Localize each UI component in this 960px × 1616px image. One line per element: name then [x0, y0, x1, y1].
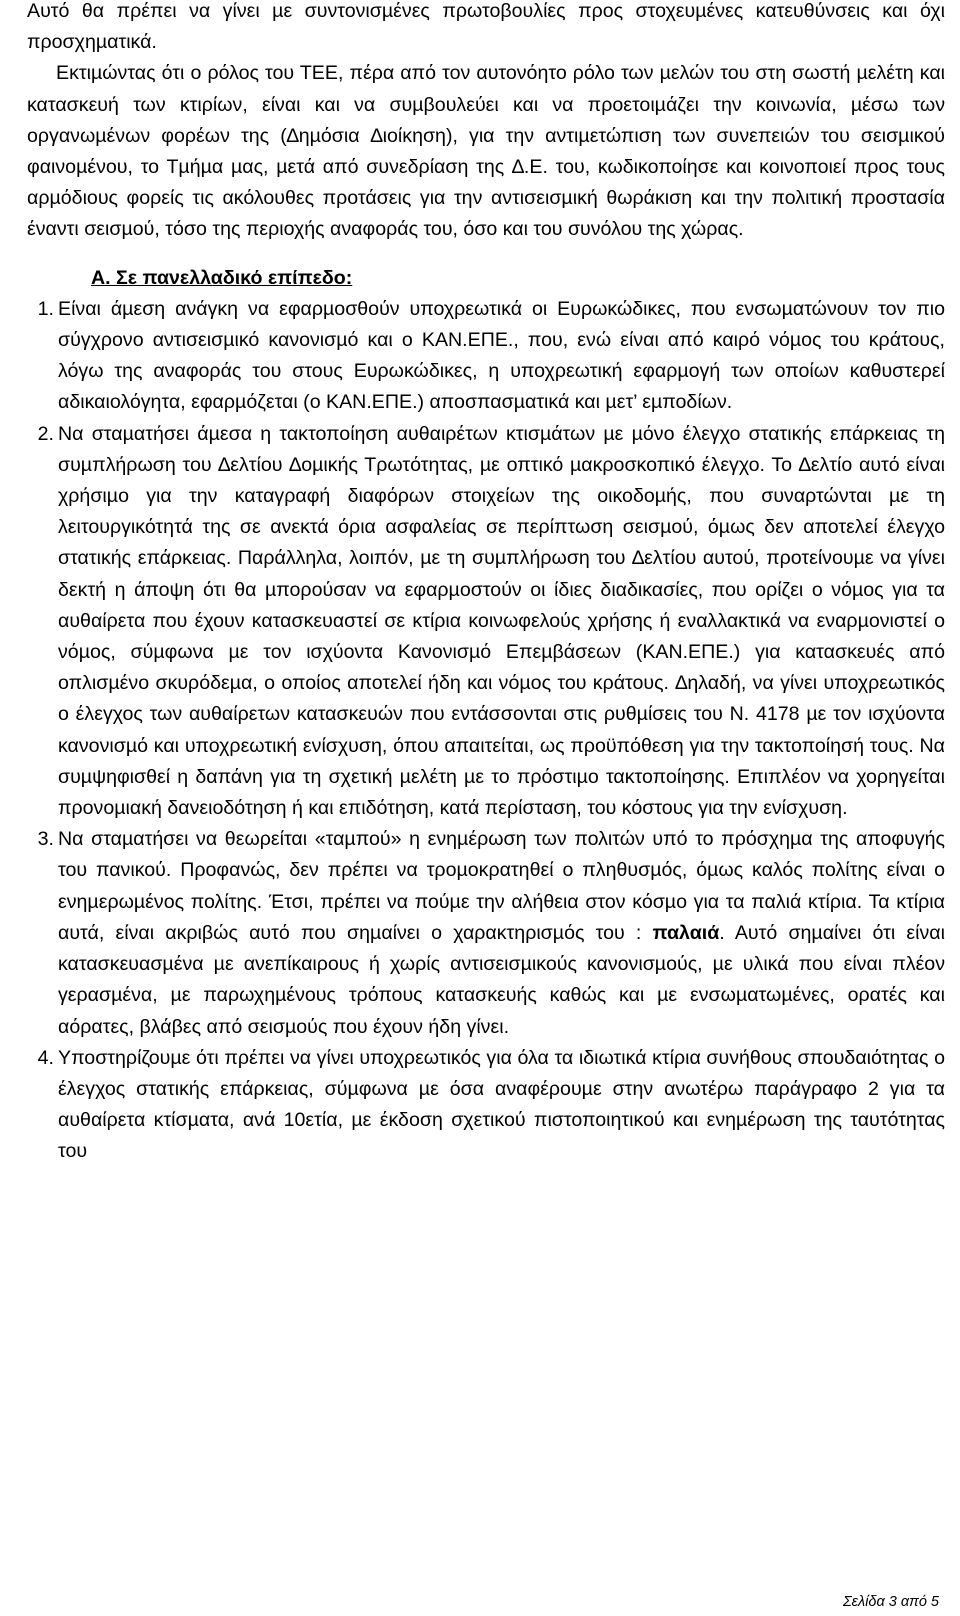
section-heading: Α. Σε πανελλαδικό επίπεδο:: [91, 266, 353, 289]
list-item: [27, 824, 945, 1042]
page-number-footer: Σελίδα 3 από 5: [842, 1594, 939, 1610]
item-text: [58, 824, 945, 1042]
item-number: 1.: [37, 297, 54, 320]
item-text: Να σταµατήσει άµεσα η τακτοποίηση αυθαιρέτων κτισµάτων µε µόνο έλεγχο στατικής επάρκειας τη συµπλήρωση του ∆ελτίου ∆οµικής Τρωτότητας, µε οπτικό µακροσκοπικό έλεγχο. Το ∆ελτίο αυτό είναι χρήσιµο για την καταγραφή διαφόρων στοιχείων της οικοδοµής, που συναρτώνται µε τη λειτουργικότητά της σε ανεκτά όρια ασφαλείας σε περίπτωση σεισµού, όµως δεν αποτελεί έλεγχο στατικής επάρκειας. Παράλληλα, λοιπόν, µε τη συµπλήρωση του ∆ελτίου αυτού, προτείνουµε να γίνει δεκτή η άποψη ότι θα µπορούσαν να εφαρµοστούν οι ίδιες διαδικασίες, που ορίζει ο νόµος για τα αυθαίρετα που έχουν κατασκευαστεί σε κτίρια κοινωφελούς χρήσης ή εναλλακτικά να εναρµονιστεί ο νόµος, σύµφωνα µε τον ισχύοντα Κανονισµό Επεµβάσεων (ΚΑΝ.ΕΠΕ.) για κατασκευές από οπλισµένο σκυρόδεµα, ο οποίος αποτελεί ήδη και νόµος του κράτους. ∆ηλαδή, να γίνει υποχρεωτικός ο έλεγχος των αυθαίρετων κατασκευών που εντάσσονται στις ρυθµίσεις του Ν. 4178 µε τον ισχύοντα κανονισµό και υποχρεωτική ενίσχυση, όπου απαιτείται, ως προϋπόθεση για την τακτοποίησή τους. Να συµψηφισθεί η δαπάνη για τη σχετική µελέτη µε το πρόστιµο τακτοποίησης. Επιπλέον να χορηγείται προνοµιακή δανειοδότηση ή και επιδότηση, κατά περίσταση, του κόστους για την ενίσχυση.: [58, 422, 945, 820]
bold-emphasis: παλαιά: [652, 921, 720, 944]
item-number: 2.: [37, 422, 54, 445]
document-page: [27, 0, 945, 1168]
opening-line: Αυτό θα πρέπει να γίνει µε συντονισµένες πρωτοβουλίες προς στοχευµένες κατευθύνσεις και όχι προσχηµατικά.: [27, 0, 945, 54]
intro-paragraph: Εκτιµώντας ότι ο ρόλος του ΤΕΕ, πέρα από τον αυτονόητο ρόλο των µελών του στη σωστή µελέτη και κατασκευή των κτιρίων, είναι και να συµβουλεύει και να προετοιµάζει την κοινωνία, µέσω των οργανωµένων φορέων της (∆ηµόσια ∆ιοίκηση), για την αντιµετώπιση των συνεπειών του σεισµικού φαινοµένου, το Τµήµα µας, µετά από συνεδρίαση της ∆.Ε. του, κωδικοποίησε και κοινοποιεί προς τους αρµόδιους φορείς τις ακόλουθες προτάσεις για την αντισεισµική θωράκιση και την πολιτική προστασία έναντι σεισµού, τόσο της περιοχής αναφοράς του, όσο και του συνόλου της χώρας.: [27, 62, 945, 241]
item-number: 4.: [37, 1046, 54, 1069]
list-item: [27, 294, 945, 419]
item-text-after-bold: . Αυτό σηµαίνει ότι είναι κατασκευασµένα µε ανεπίκαιρους ή χωρίς αντισεισµικούς κανονισµούς, µε υλικά που είναι πλέον γερασµένα, µε παρωχηµένους τρόπους κατασκευής καθώς και µε ενσωµατωµένες, ορατές και αόρατες, βλάβες από σεισµούς που έχουν ήδη γίνει.: [58, 921, 945, 1038]
item-text: Υποστηρίζουµε ότι πρέπει να γίνει υποχρεωτικός για όλα τα ιδιωτικά κτίρια συνήθους σπουδαιότητας ο έλεγχος στατικής επάρκειας, σύµφωνα µε όσα αναφέρουµε στην ανωτέρω παράγραφο 2 για τα αυθαίρετα κτίσµατα, ανά 10ετία, µε έκδοση σχετικού πιστοποιητικού και ενηµέρωση της ταυτότητας του: [58, 1046, 945, 1163]
list-item: [27, 419, 945, 825]
proposals-list: [27, 294, 945, 1168]
list-item: [27, 1043, 945, 1168]
item-text-before-bold: Να σταµατήσει να θεωρείται «ταµπού» η ενηµέρωση των πολιτών υπό το πρόσχηµα της αποφυγής του πανικού. Προφανώς, δεν πρέπει να τροµοκρατηθεί ο πληθυσµός, όµως καλός πολίτης είναι ο ενηµερωµένος πολίτης. Έτσι, πρέπει να πούµε την αλήθεια στον κόσµο για τα παλιά κτίρια. Τα κτίρια αυτά, είναι ακριβώς αυτό που σηµαίνει ο χαρακτηρισµός του :: [58, 828, 945, 944]
item-text: Είναι άµεση ανάγκη να εφαρµοσθούν υποχρεωτικά οι Ευρωκώδικες, που ενσωµατώνουν τον πιο σύγχρονο αντισεισµικό κανονισµό και ο ΚΑΝ.ΕΠΕ., που, ενώ είναι από καιρό νόµος του κράτους, λόγω της αναφοράς του στους Ευρωκώδικες, η υποχρεωτική εφαρµογή των οποίων καθυστερεί αδικαιολόγητα, εφαρµόζεται (ο ΚΑΝ.ΕΠΕ.) αποσπασµατικά και µετ’ εµποδίων.: [58, 297, 945, 414]
item-number: 3.: [37, 828, 54, 851]
